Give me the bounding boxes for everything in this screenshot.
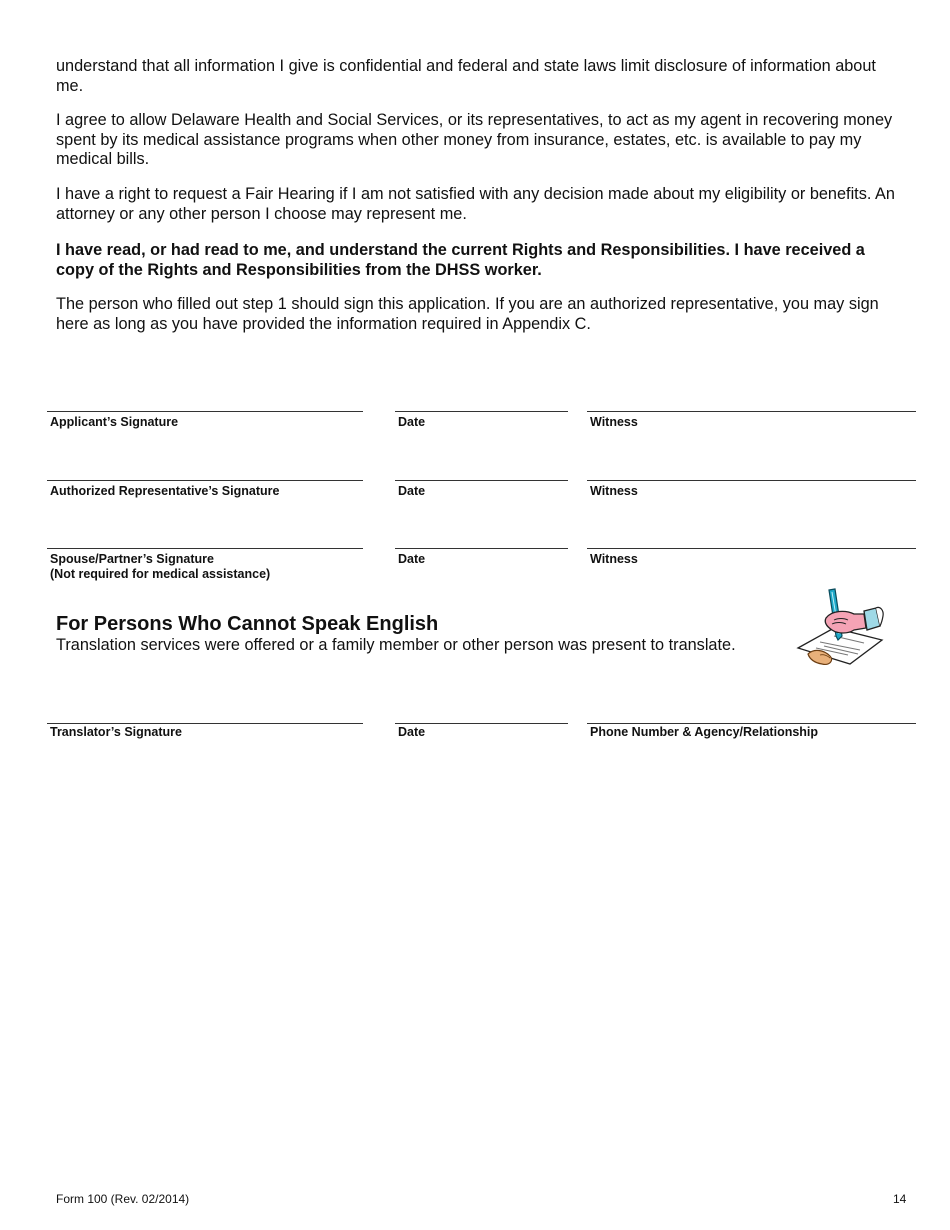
spouse-witness-label: Witness <box>590 552 638 566</box>
spouse-date-line[interactable] <box>395 548 568 549</box>
agent-recovery-paragraph: I agree to allow Delaware Health and Social Services, or its representatives, to act as my agent in recovering money spent by its medical assistance programs when other money from insurance, estates, etc. is available to pay my medical bills. <box>56 111 893 168</box>
translator-contact-line[interactable] <box>587 723 916 724</box>
form-id: Form 100 (Rev. 02/2014) <box>56 1192 190 1206</box>
applicant-signature-line[interactable] <box>47 411 363 412</box>
applicant-witness-label: Witness <box>590 415 638 429</box>
translator-signature-line[interactable] <box>47 723 363 724</box>
representative-signature-line[interactable] <box>47 480 363 481</box>
translator-section-title: For Persons Who Cannot Speak English <box>56 613 439 635</box>
representative-date-line[interactable] <box>395 480 568 481</box>
page-number: 14 <box>893 1192 907 1206</box>
representative-signature-label: Authorized Representative’s Signature <box>50 484 280 498</box>
signing-instructions-paragraph: The person who filled out step 1 should sign this application. If you are an authorized representative, you may sign here as long as you have provided the information required in Appendix C. <box>56 295 879 333</box>
applicant-date-line[interactable] <box>395 411 568 412</box>
spouse-witness-line[interactable] <box>587 548 916 549</box>
acknowledgement-paragraph: I have read, or had read to me, and understand the current Rights and Responsibilities. I have received a copy of the Rights and Responsibilities from the DHSS worker. <box>56 241 865 279</box>
translator-contact-label: Phone Number & Agency/Relationship <box>590 725 819 739</box>
spouse-signature-label: Spouse/Partner’s Signature <box>50 552 214 566</box>
representative-witness-label: Witness <box>590 484 638 498</box>
translator-section-text: Translation services were offered or a family member or other person was present to translate. <box>56 636 736 654</box>
representative-witness-line[interactable] <box>587 480 916 481</box>
hand-writing-icon <box>790 584 890 670</box>
applicant-witness-line[interactable] <box>587 411 916 412</box>
applicant-date-label: Date <box>398 415 426 429</box>
applicant-signature-label: Applicant’s Signature <box>50 415 179 429</box>
spouse-signature-line[interactable] <box>47 548 363 549</box>
translator-signature-label: Translator’s Signature <box>50 725 182 739</box>
confidentiality-paragraph: understand that all information I give is confidential and federal and state laws limit disclosure of information about me. <box>56 57 876 95</box>
translator-date-line[interactable] <box>395 723 568 724</box>
fair-hearing-paragraph: I have a right to request a Fair Hearing if I am not satisfied with any decision made about my eligibility or benefits. An attorney or any other person I choose may represent me. <box>56 185 895 223</box>
translator-date-label: Date <box>398 725 426 739</box>
spouse-date-label: Date <box>398 552 426 566</box>
representative-date-label: Date <box>398 484 426 498</box>
spouse-signature-note: (Not required for medical assistance) <box>50 567 271 581</box>
